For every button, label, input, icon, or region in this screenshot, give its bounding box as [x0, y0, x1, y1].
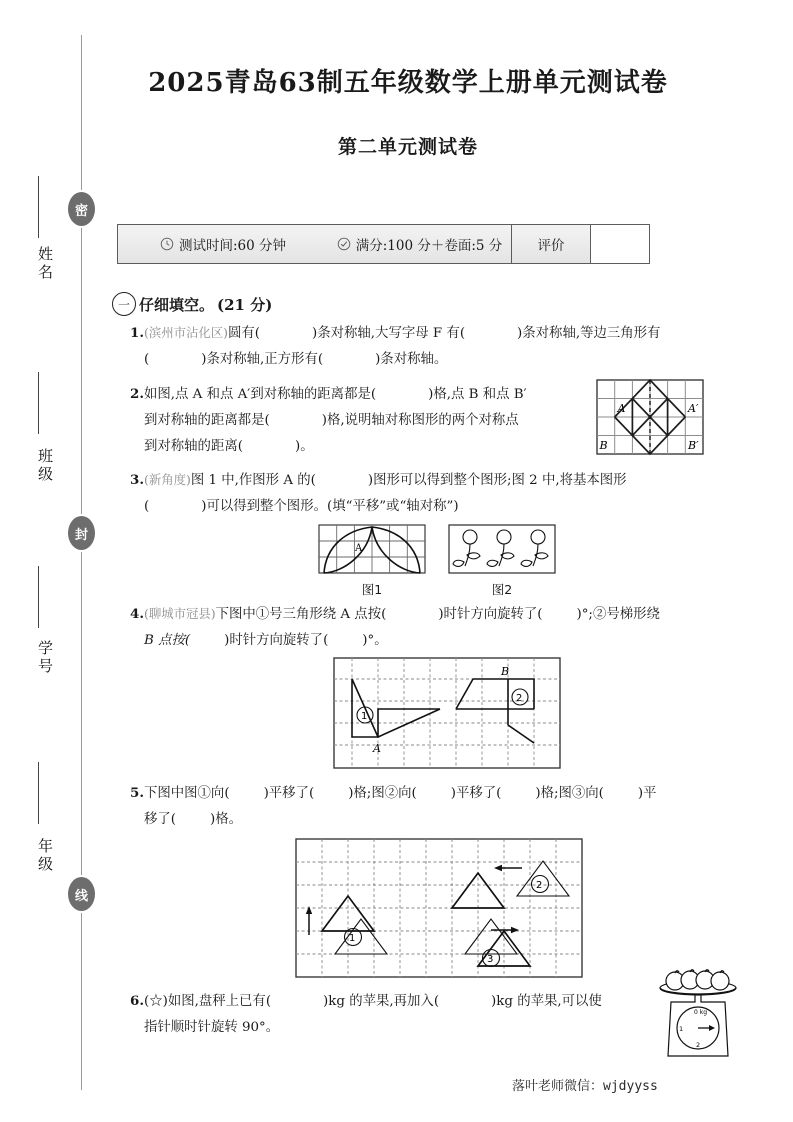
figure-q5-label-1: 1	[349, 933, 356, 944]
section-number: 一	[112, 292, 136, 316]
question-6-line1a: 如图,盘秤上已有(	[167, 994, 272, 1009]
section-points: (21 分)	[217, 295, 273, 314]
question-2-line2b: )格,说明轴对称图形的两个对称点	[321, 413, 519, 428]
scale-dial-zero: 0 kg	[694, 1009, 708, 1016]
figure-q5-label-2: 2	[536, 880, 543, 891]
question-5-line2b: )格。	[210, 812, 243, 827]
question-1-source: (滨州市沾化区)	[143, 325, 228, 340]
figure-q4-point-B: B	[501, 665, 510, 678]
page-title: 2025青岛63制五年级数学上册单元测试卷	[148, 68, 668, 98]
write-line-class	[38, 372, 39, 434]
field-label-name: 姓名	[36, 246, 54, 282]
clock-icon	[160, 237, 174, 251]
exam-score-cell	[328, 225, 511, 263]
evaluation-value[interactable]	[590, 225, 649, 263]
figure-q4-label-2: 2	[516, 693, 523, 704]
exam-time-cell	[118, 225, 328, 263]
figure-q2-label-B-prime: B′	[688, 439, 699, 452]
field-label-class: 班级	[36, 448, 54, 484]
seal-badge-feng: 封	[68, 516, 95, 550]
seal-badge-xian: 线	[68, 877, 95, 911]
figure-q2-label-B: B	[599, 439, 608, 452]
question-3-line2a: (	[144, 499, 150, 514]
write-line-studentid	[38, 566, 39, 628]
figure-q3-fig2	[448, 524, 556, 598]
question-1-line1a: 圆有(	[228, 326, 261, 341]
question-3-line1b: )图形可以得到整个图形;图 2 中,将基本图形	[367, 473, 627, 488]
footer-credit	[512, 1075, 658, 1094]
seal-column	[0, 0, 108, 1122]
figure-q3-fig1-caption: 图1	[361, 582, 383, 597]
figure-question-6-scale	[655, 968, 741, 1064]
write-line-name	[38, 176, 39, 238]
question-3-source: (新角度)	[143, 472, 191, 487]
question-1-line1c: )条对称轴,等边三角形有	[517, 326, 661, 341]
seal-badge-mi: 密	[68, 192, 95, 226]
question-2-number: 2.	[130, 386, 144, 402]
question-1	[130, 320, 720, 373]
question-1-line2b: )条对称轴,正方形有(	[201, 352, 324, 367]
question-3-line2b: )可以得到整个图形。(填“平移”或“轴对称”)	[201, 499, 459, 514]
question-6-line1b: )kg 的苹果,再加入(	[323, 994, 440, 1009]
figure-question-3	[318, 524, 556, 598]
page-subtitle: 第二单元测试卷	[337, 136, 478, 158]
figure-q2-label-A: A	[617, 402, 626, 415]
question-4	[130, 601, 720, 654]
field-label-studentid: 学号	[36, 640, 54, 676]
question-4-line1b: )时针方向旋转了(	[438, 607, 543, 622]
section-title: 仔细填空。	[139, 295, 215, 314]
question-4-source: (聊城市冠县)	[143, 606, 216, 621]
question-1-line2a: (	[144, 352, 150, 367]
question-3-line1a: 图 1 中,作图形 A 的(	[190, 473, 316, 488]
question-4-line2a: B 点按(	[144, 633, 191, 648]
question-6	[130, 988, 650, 1041]
figure-q4-label-1: 1	[361, 711, 368, 722]
figure-question-4	[333, 657, 561, 773]
scale-dial-one: 1	[679, 1025, 684, 1033]
question-3-number: 3.	[130, 472, 144, 488]
write-line-grade	[38, 762, 39, 824]
question-2-line3a: 到对称轴的距离(	[144, 439, 243, 454]
question-6-line2a: 指针顺时针旋转 90°。	[144, 1020, 280, 1035]
question-4-line2b: )时针方向旋转了(	[224, 633, 329, 648]
question-4-line2c: )°。	[362, 633, 388, 648]
question-4-line1a: 下图中①号三角形绕 A 点按(	[215, 607, 387, 622]
question-6-line1c: )kg 的苹果,可以使	[491, 994, 602, 1009]
question-5-number: 5.	[130, 785, 144, 801]
question-2-line2a: 到对称轴的距离都是(	[144, 413, 270, 428]
question-2-line3b: )。	[294, 439, 314, 454]
question-4-number: 4.	[130, 606, 144, 622]
question-1-line1b: )条对称轴,大写字母 F 有(	[312, 326, 466, 341]
figure-q4-point-A: A	[373, 742, 381, 755]
figure-question-2	[596, 379, 704, 459]
question-6-source: (☆)	[143, 994, 168, 1009]
field-label-grade: 年级	[36, 838, 54, 874]
question-5-line1c: )格;图②向(	[348, 786, 417, 801]
question-6-number: 6.	[130, 993, 144, 1009]
footer-wechat-id: wjdyyss	[603, 1079, 658, 1094]
question-5-line1f: )平	[637, 786, 657, 801]
question-3	[130, 467, 720, 520]
check-circle-icon	[337, 237, 351, 251]
evaluation-label: 评价	[511, 225, 590, 263]
question-5-line1a: 下图中图①向(	[143, 786, 230, 801]
question-5-line2a: 移了(	[144, 812, 177, 827]
question-1-number: 1.	[130, 325, 144, 341]
question-5	[130, 780, 730, 833]
scale-dial-two: 2	[696, 1041, 701, 1049]
question-2-line1b: )格,点 B 和点 B′	[428, 387, 527, 402]
figure-q2-label-A-prime: A′	[688, 402, 699, 415]
exam-score-text: 满分:100 分＋卷面:5 分	[355, 238, 503, 254]
section-heading-1	[112, 292, 272, 316]
question-5-line1e: )格;图③向(	[535, 786, 604, 801]
exam-time-text: 测试时间:60 分钟	[178, 238, 287, 254]
figure-q5-label-3: 3	[487, 954, 494, 965]
figure-question-5	[295, 838, 583, 982]
figure-q3-fig2-caption: 图2	[491, 582, 513, 597]
exam-info-bar	[117, 224, 650, 264]
question-4-line1c: )°;②号梯形绕	[576, 607, 660, 622]
question-5-line1b: )平移了(	[263, 786, 315, 801]
question-5-line1d: )平移了(	[450, 786, 502, 801]
figure-q3-fig1	[318, 524, 426, 598]
question-1-line2c: )条对称轴。	[375, 352, 448, 367]
footer-text: 落叶老师微信：	[512, 1079, 604, 1094]
question-2-line1a: 如图,点 A 和点 A′到对称轴的距离都是(	[143, 387, 377, 402]
question-2	[130, 381, 585, 460]
figure-q3-shape-label: A	[355, 543, 363, 554]
